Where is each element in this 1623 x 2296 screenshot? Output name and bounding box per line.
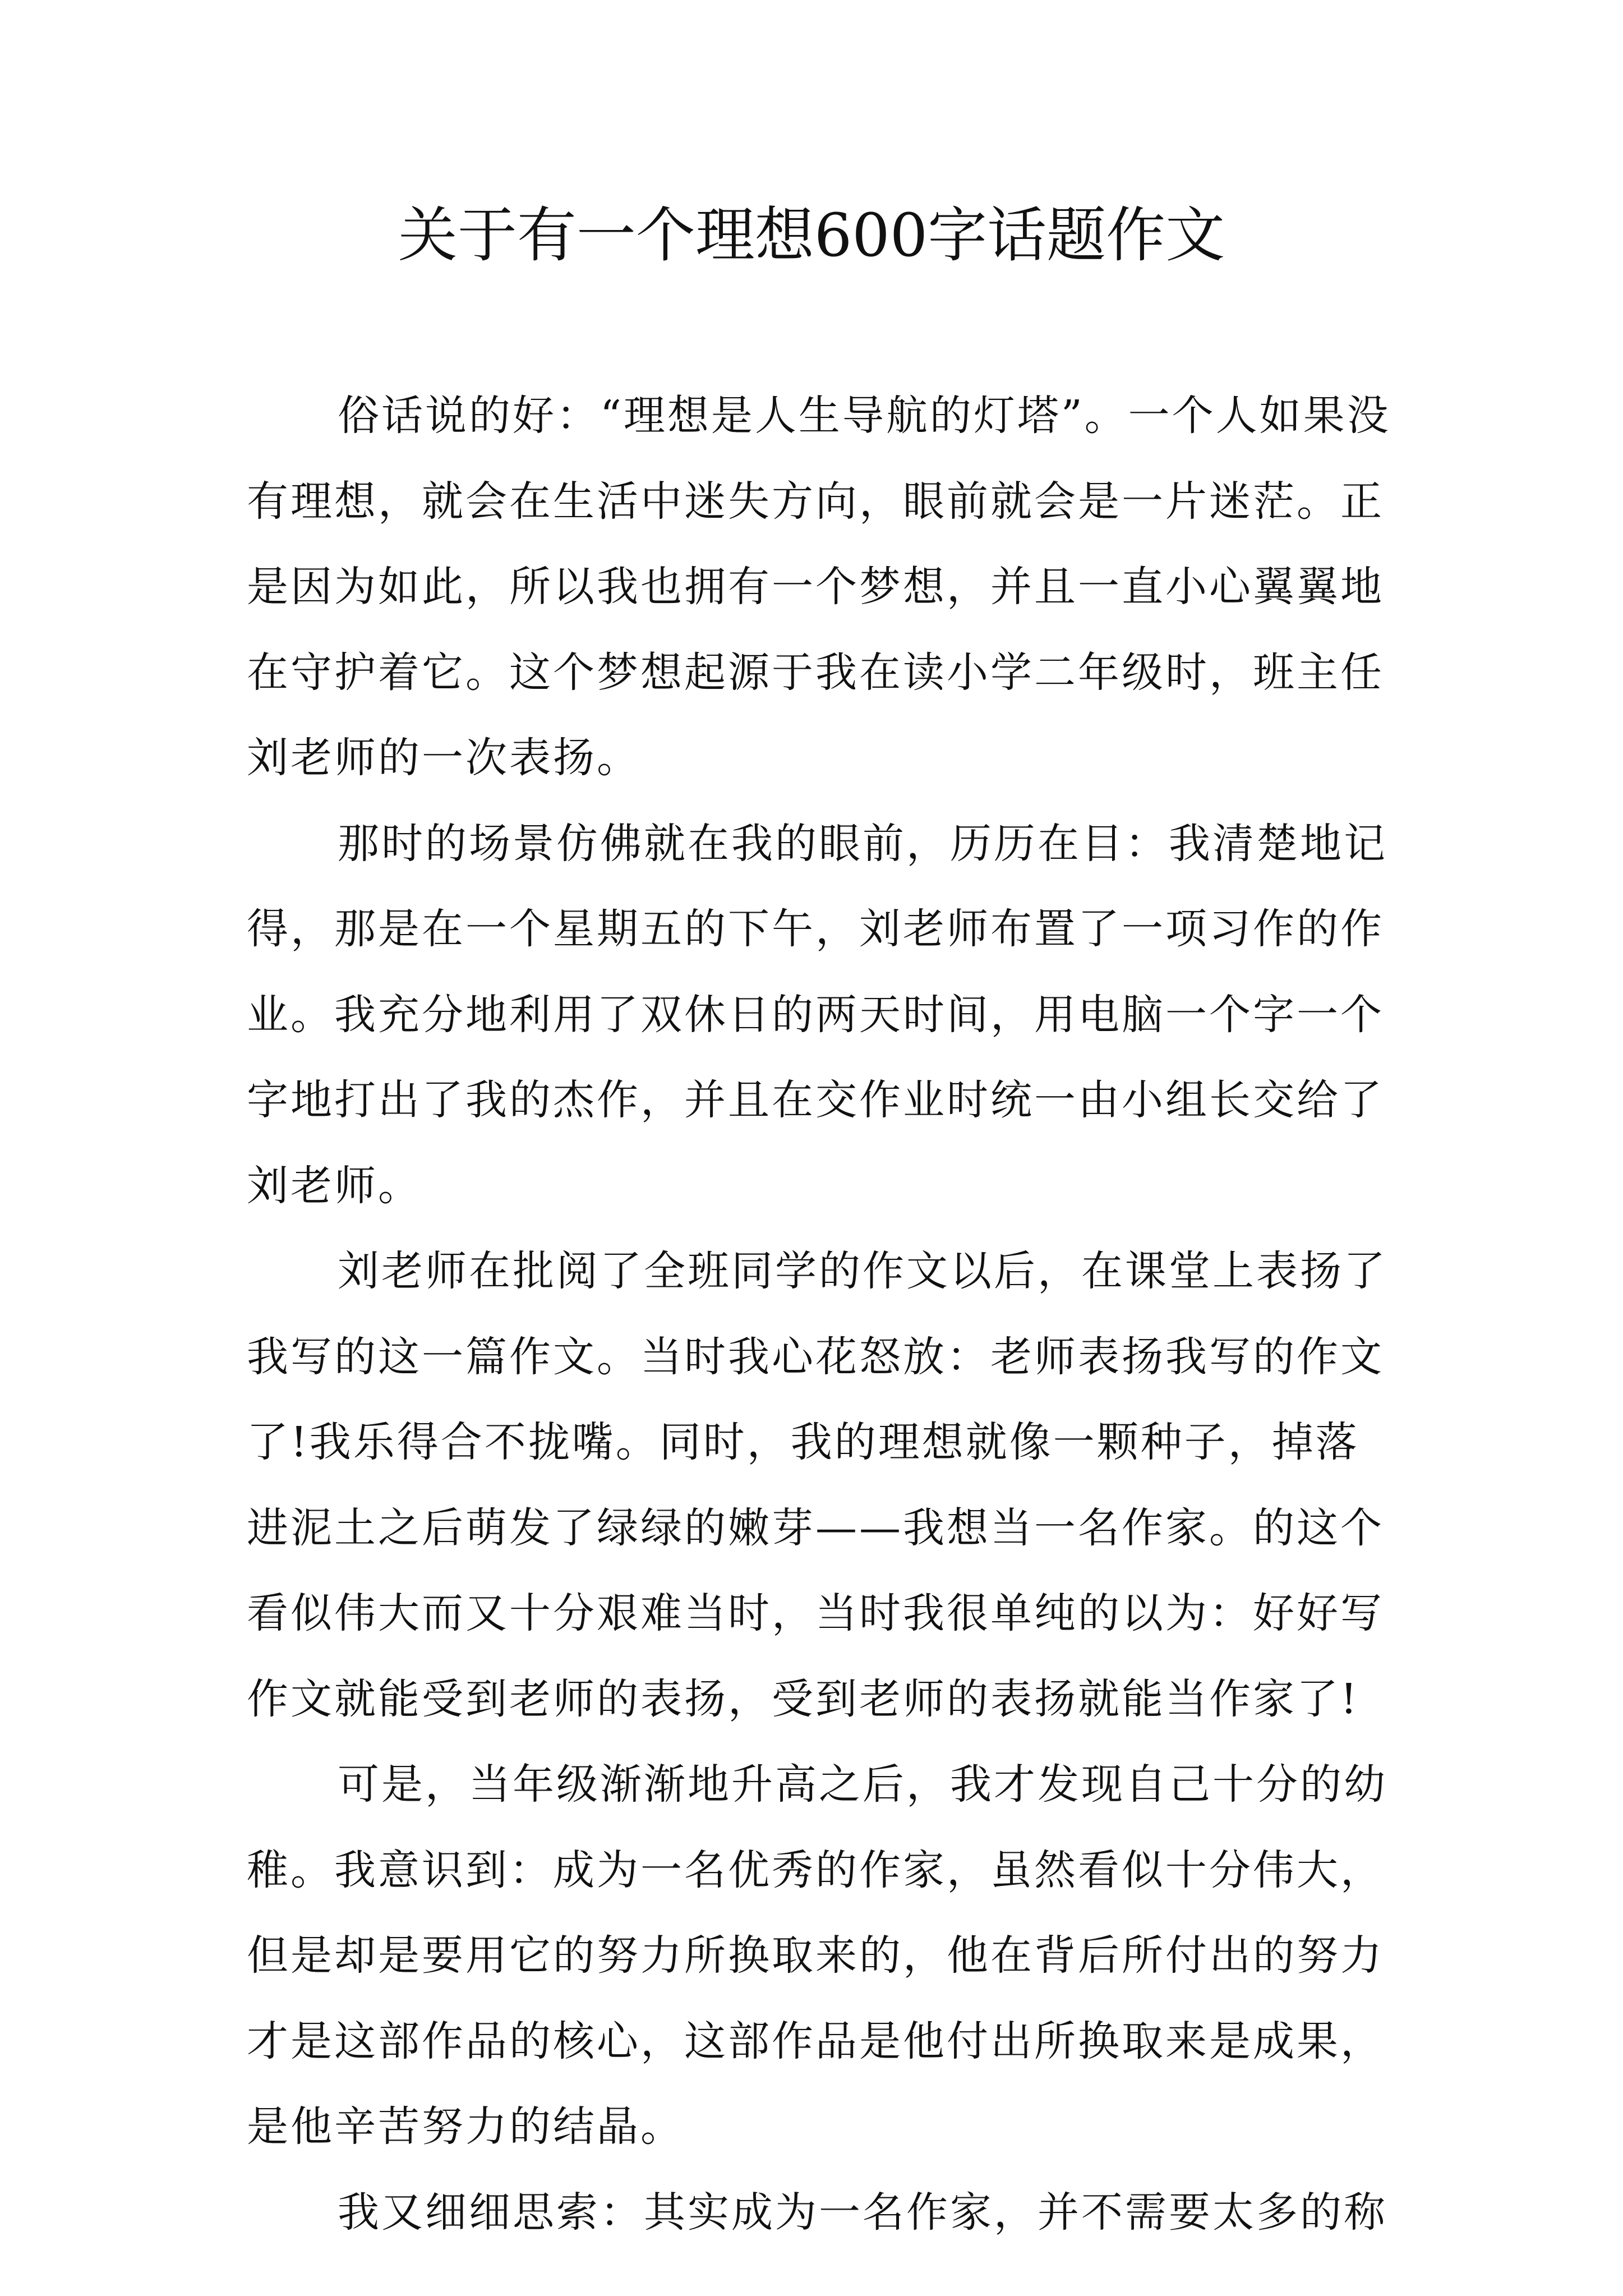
text-line: 我写的这一篇作文。当时我心花怒放：老师表扬我写的作文 bbox=[247, 1332, 1384, 1381]
paragraph-5 bbox=[247, 2170, 1396, 2256]
paragraph-1 bbox=[247, 373, 1396, 801]
text-line: 但是却是要用它的努力所换取来的，他在背后所付出的努力 bbox=[247, 1931, 1384, 1980]
paragraph-2 bbox=[247, 801, 1396, 1229]
document-title: 关于有一个理想600字话题作文 bbox=[398, 201, 1225, 270]
text-line: 俗话说的好：“理想是人生导航的灯塔”。一个人如果没 bbox=[338, 392, 1391, 440]
text-line: 了!我乐得合不拢嘴。同时，我的理想就像一颗种子，掉落 bbox=[247, 1418, 1359, 1466]
text-line: 在守护着它。这个梦想起源于我在读小学二年级时，班主任 bbox=[247, 648, 1384, 697]
text-line: 那时的场景仿佛就在我的眼前，历历在目：我清楚地记 bbox=[338, 819, 1387, 868]
text-line: 稚。我意识到：成为一名优秀的作家，虽然看似十分伟大， bbox=[247, 1846, 1384, 1894]
text-line: 有理想，就会在生活中迷失方向，眼前就会是一片迷茫。正 bbox=[247, 477, 1384, 526]
text-line: 进泥土之后萌发了绿绿的嫩芽——我想当一名作家。的这个 bbox=[247, 1503, 1384, 1552]
text-line: 是因为如此，所以我也拥有一个梦想，并且一直小心翼翼地 bbox=[247, 563, 1384, 611]
text-line: 可是，当年级渐渐地升高之后，我才发现自己十分的幼 bbox=[338, 1760, 1387, 1809]
paragraph-4 bbox=[247, 1742, 1396, 2170]
text-line: 刘老师的一次表扬。 bbox=[247, 734, 640, 782]
text-line: 看似伟大而又十分艰难当时，当时我很单纯的以为：好好写 bbox=[247, 1589, 1384, 1637]
text-line: 刘老师在批阅了全班同学的作文以后，在课堂上表扬了 bbox=[338, 1247, 1387, 1295]
text-line: 作文就能受到老师的表扬，受到老师的表扬就能当作家了! bbox=[247, 1674, 1359, 1723]
document-body bbox=[247, 373, 1396, 2255]
text-line: 字地打出了我的杰作，并且在交作业时统一由小组长交给了 bbox=[247, 1076, 1384, 1124]
text-line: 才是这部作品的核心，这部作品是他付出所换取来是成果， bbox=[247, 2017, 1384, 2065]
text-line: 是他辛苦努力的结晶。 bbox=[247, 2102, 684, 2151]
text-line: 得，那是在一个星期五的下午，刘老师布置了一项习作的作 bbox=[247, 905, 1384, 953]
text-line: 我又细细思索：其实成为一名作家，并不需要太多的称 bbox=[338, 2188, 1387, 2237]
text-line: 刘老师。 bbox=[247, 1161, 422, 1210]
text-line: 业。我充分地利用了双休日的两天时间，用电脑一个字一个 bbox=[247, 990, 1384, 1039]
paragraph-3 bbox=[247, 1228, 1396, 1742]
